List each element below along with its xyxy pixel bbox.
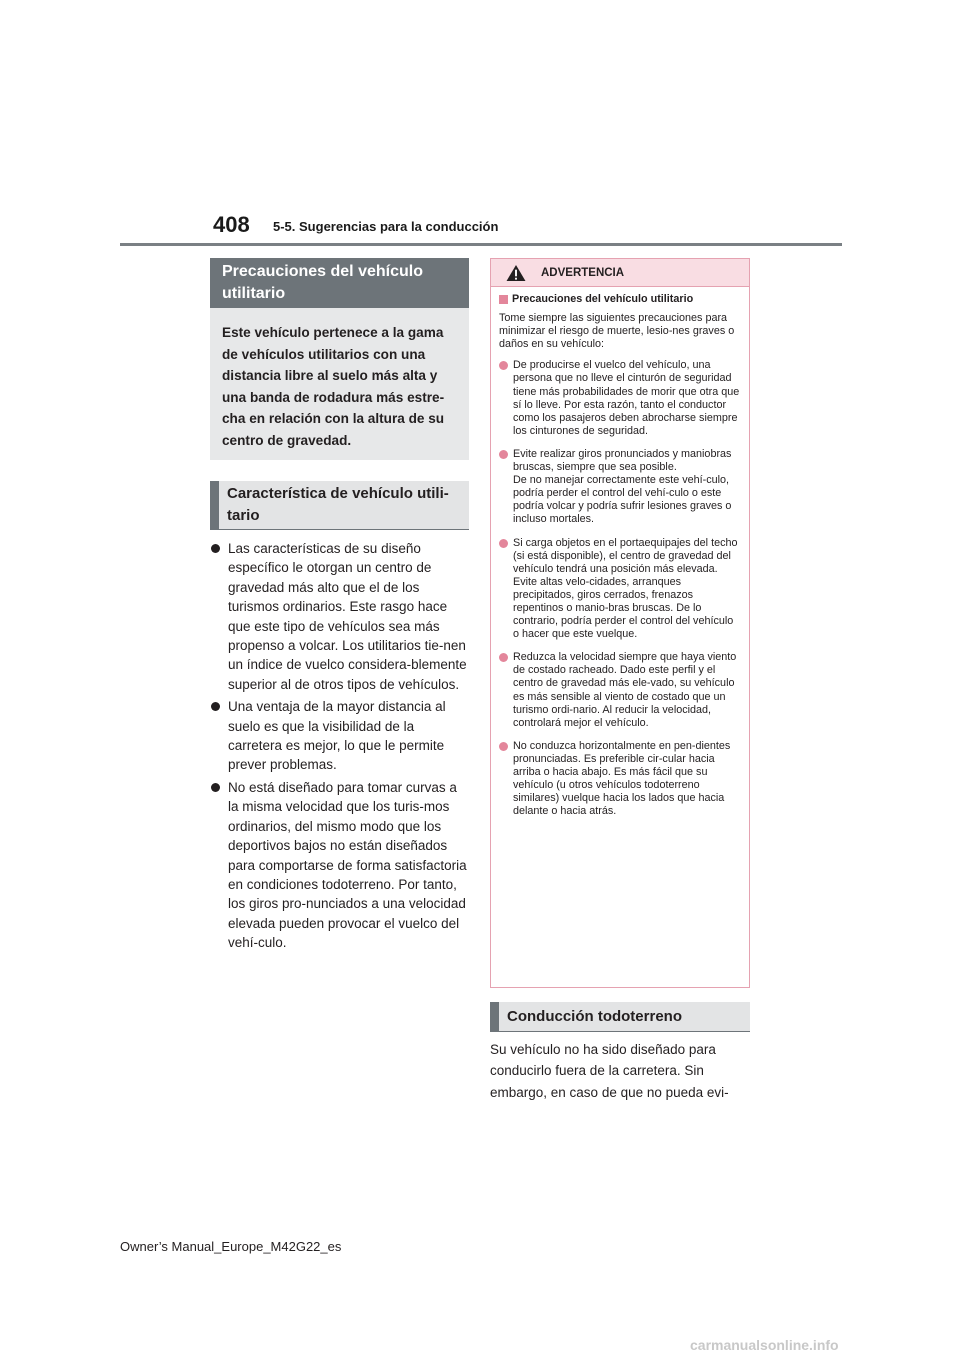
warning-subheading-text: Precauciones del vehículo utilitario [512,293,694,305]
page-number: 408 [213,212,250,237]
offroad-paragraph: Su vehículo no ha sido diseñado para conducirlo fuera de la carretera. Sin embargo, en caso de que no pueda evi- [490,1042,729,1100]
list-item [210,778,469,953]
warning-item [499,740,741,819]
warning-item [499,359,741,438]
bullet-icon [499,361,508,370]
footer-text: Owner’s Manual_Europe_M42G22_es [120,1239,342,1254]
warning-item-text: Evite realizar giros pronunciados y maniobras bruscas, siempre que sea posible. De no manejar correctamente este vehí-culo, podría perder el control del vehí-culo o este podría volcar y podría sufrir lesiones graves o incluso mortales. [513,447,732,526]
warning-body [491,287,749,818]
summary-title-text: Precauciones del vehículo utilitario [222,263,423,302]
feature-bullet-list [210,539,469,956]
watermark: carmanualsonline.info [690,1337,839,1353]
square-bullet-icon [499,295,508,304]
bullet-icon [211,544,220,553]
warning-subheading [499,293,741,306]
warning-title: ADVERTENCIA [541,266,625,279]
summary-box [210,308,469,460]
list-item [210,697,469,775]
warning-item-text: No conduzca horizontalmente en pen-dientes pronunciadas. Es preferible cir-cular hacia arriba o hacia abajo. Es más fácil que su vehículo (u otros vehículos todoterreno similares) vuelque hacia los lados que hacia delante o hacia atrás. [513,739,731,818]
warning-box [490,258,750,988]
bullet-icon [211,702,220,711]
summary-text: Este vehículo pertenece a la gama de vehículos utilitarios con una distancia libre al suelo más alta y una banda de rodadura más estre-cha en relación con la altura de su centro de gravedad. [222,325,445,448]
bullet-icon [499,742,508,751]
header-divider [120,243,842,246]
bullet-text: No está diseñado para tomar curvas a la misma velocidad que los turis-mos ordinarios, del mismo modo que los deportivos bajos no están diseñados para comportarse de forma satisfactoria en condiciones todoterreno. Por tanto, los giros pro-nunciados a una velocidad elevada pueden provocar el vuelco del vehí-culo. [228,779,467,951]
bullet-icon [499,450,508,459]
list-item [210,539,469,694]
warning-item-text: Si carga objetos en el portaequipajes del techo (si está disponible), el centro de gravedad del vehículo tendrá una posición más elevada. Evite altas velo-cidades, arranques precipitados, giros cerrados, frenazos repentinos o manio-bras bruscas. De lo contrario, podría perder el control del vehículo o hacer que este vuelque. [513,536,738,641]
bullet-icon [499,653,508,662]
bullet-icon [499,539,508,548]
warning-item [499,537,741,642]
bullet-text: Una ventaja de la mayor distancia al suelo es que la visibilidad de la carretera es mejor, lo que le permite prever problemas. [228,699,446,773]
heading-features-text: Característica de vehículo utili-tario [227,485,449,524]
section-heading-features [210,481,469,530]
section-title: 5-5. Sugerencias para la conducción [273,219,499,234]
warning-item [499,448,741,527]
warning-item-text: Reduzca la velocidad siempre que haya viento de costado racheado. Dado este perfil y el centro de gravedad más ele-vado, su vehículo es más sensible al viento de costado que un turismo ordi-nario. Al reducir la velocidad, controlará mejor el vehículo. [513,651,737,729]
warning-item [499,651,741,730]
warning-intro: Tome siempre las siguientes precauciones para minimizar el riesgo de muerte, lesio-nes graves o daños en su vehículo: [499,312,735,351]
bullet-icon [211,783,220,792]
warning-item-text: De producirse el vuelco del vehículo, una persona que no lleve el cinturón de seguridad tiene más probabilidades de morir que otra que sí lo lleve. Por esta razón, tanto el conductor como los pasajeros deben abrocharse siempre los cinturones de seguridad. [513,359,740,437]
heading-offroad-text: Conducción todoterreno [507,1008,682,1025]
warning-triangle-icon [505,264,527,282]
section-heading-offroad [490,1002,750,1032]
summary-box-title [210,258,469,308]
warning-header [491,259,749,287]
bullet-text: Las características de su diseño específico le otorgan un centro de gravedad más alto que el de los turismos ordinarios. Este rasgo hace que este tipo de vehículos sea más propenso a volcar. Los utilitarios tie-nen un índice de vuelco considera-blemente superior al de otros tipos de vehículos. [228,541,467,692]
